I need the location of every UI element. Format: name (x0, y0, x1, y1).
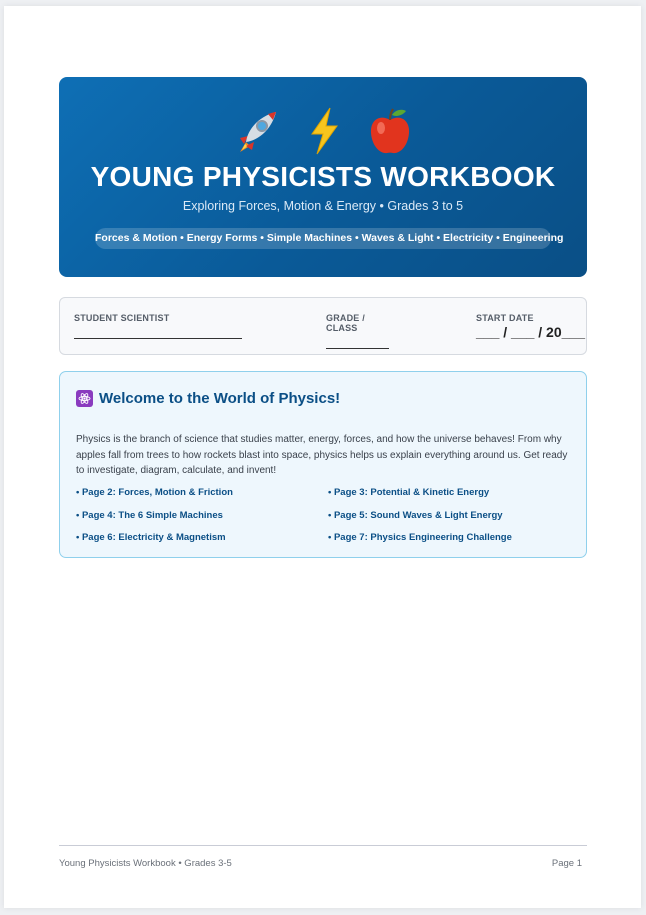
student-name-field[interactable] (74, 313, 242, 339)
apple-icon (366, 106, 414, 156)
toc-item-page-7[interactable]: • Page 7: Physics Engineering Challenge (328, 532, 512, 543)
atom-icon (76, 390, 93, 407)
start-date-field[interactable] (476, 313, 585, 340)
student-label: STUDENT SCIENTIST (74, 313, 170, 323)
footer-title: Young Physicists Workbook • Grades 3-5 (59, 858, 232, 869)
page-number: Page 1 (551, 858, 582, 869)
welcome-card (59, 371, 587, 558)
date-value[interactable]: ___ / ___ / 20___ (476, 324, 585, 340)
toc-item-page-4[interactable]: • Page 4: The 6 Simple Machines (76, 509, 223, 521)
welcome-title: Welcome to the World of Physics! (99, 390, 341, 407)
workbook-page (4, 6, 641, 908)
toc-item-page-6[interactable]: • Page 6: Electricity & Magnetism (76, 532, 226, 543)
toc-item-page-3[interactable]: • Page 3: Potential & Kinetic Energy (328, 487, 490, 498)
topics-pill: Forces & Motion • Energy Forms • Simple Machines • Waves & Light • Electricity • Engineering (95, 228, 551, 249)
welcome-heading (76, 390, 340, 407)
footer-divider (59, 845, 587, 846)
student-info-card (59, 297, 587, 355)
grade-class-line[interactable] (326, 336, 389, 349)
page-title: YOUNG PHYSICISTS WORKBOOK (90, 161, 556, 192)
header-icons (59, 103, 587, 159)
grade-label: GRADE / CLASS (326, 313, 365, 333)
rocket-icon (232, 106, 282, 156)
toc-item-page-5[interactable]: • Page 5: Sound Waves & Light Energy (328, 509, 503, 521)
date-label: START DATE (476, 313, 534, 323)
lightning-icon (304, 106, 344, 156)
table-of-contents (76, 486, 576, 546)
page-subtitle: Exploring Forces, Motion & Energy • Grades 3 to 5 (182, 199, 464, 213)
student-name-line[interactable] (74, 326, 242, 339)
toc-item-page-2[interactable]: • Page 2: Forces, Motion & Friction (76, 487, 233, 498)
header-banner (59, 77, 587, 277)
grade-class-field[interactable] (326, 313, 389, 349)
welcome-paragraph: Physics is the branch of science that studies matter, energy, forces, and how the universe behaves! From why apples fall from trees to how rockets blast into space, physics helps us explain everything around us. Get ready to investigate, diagram, calculate, and invent! (76, 434, 568, 476)
